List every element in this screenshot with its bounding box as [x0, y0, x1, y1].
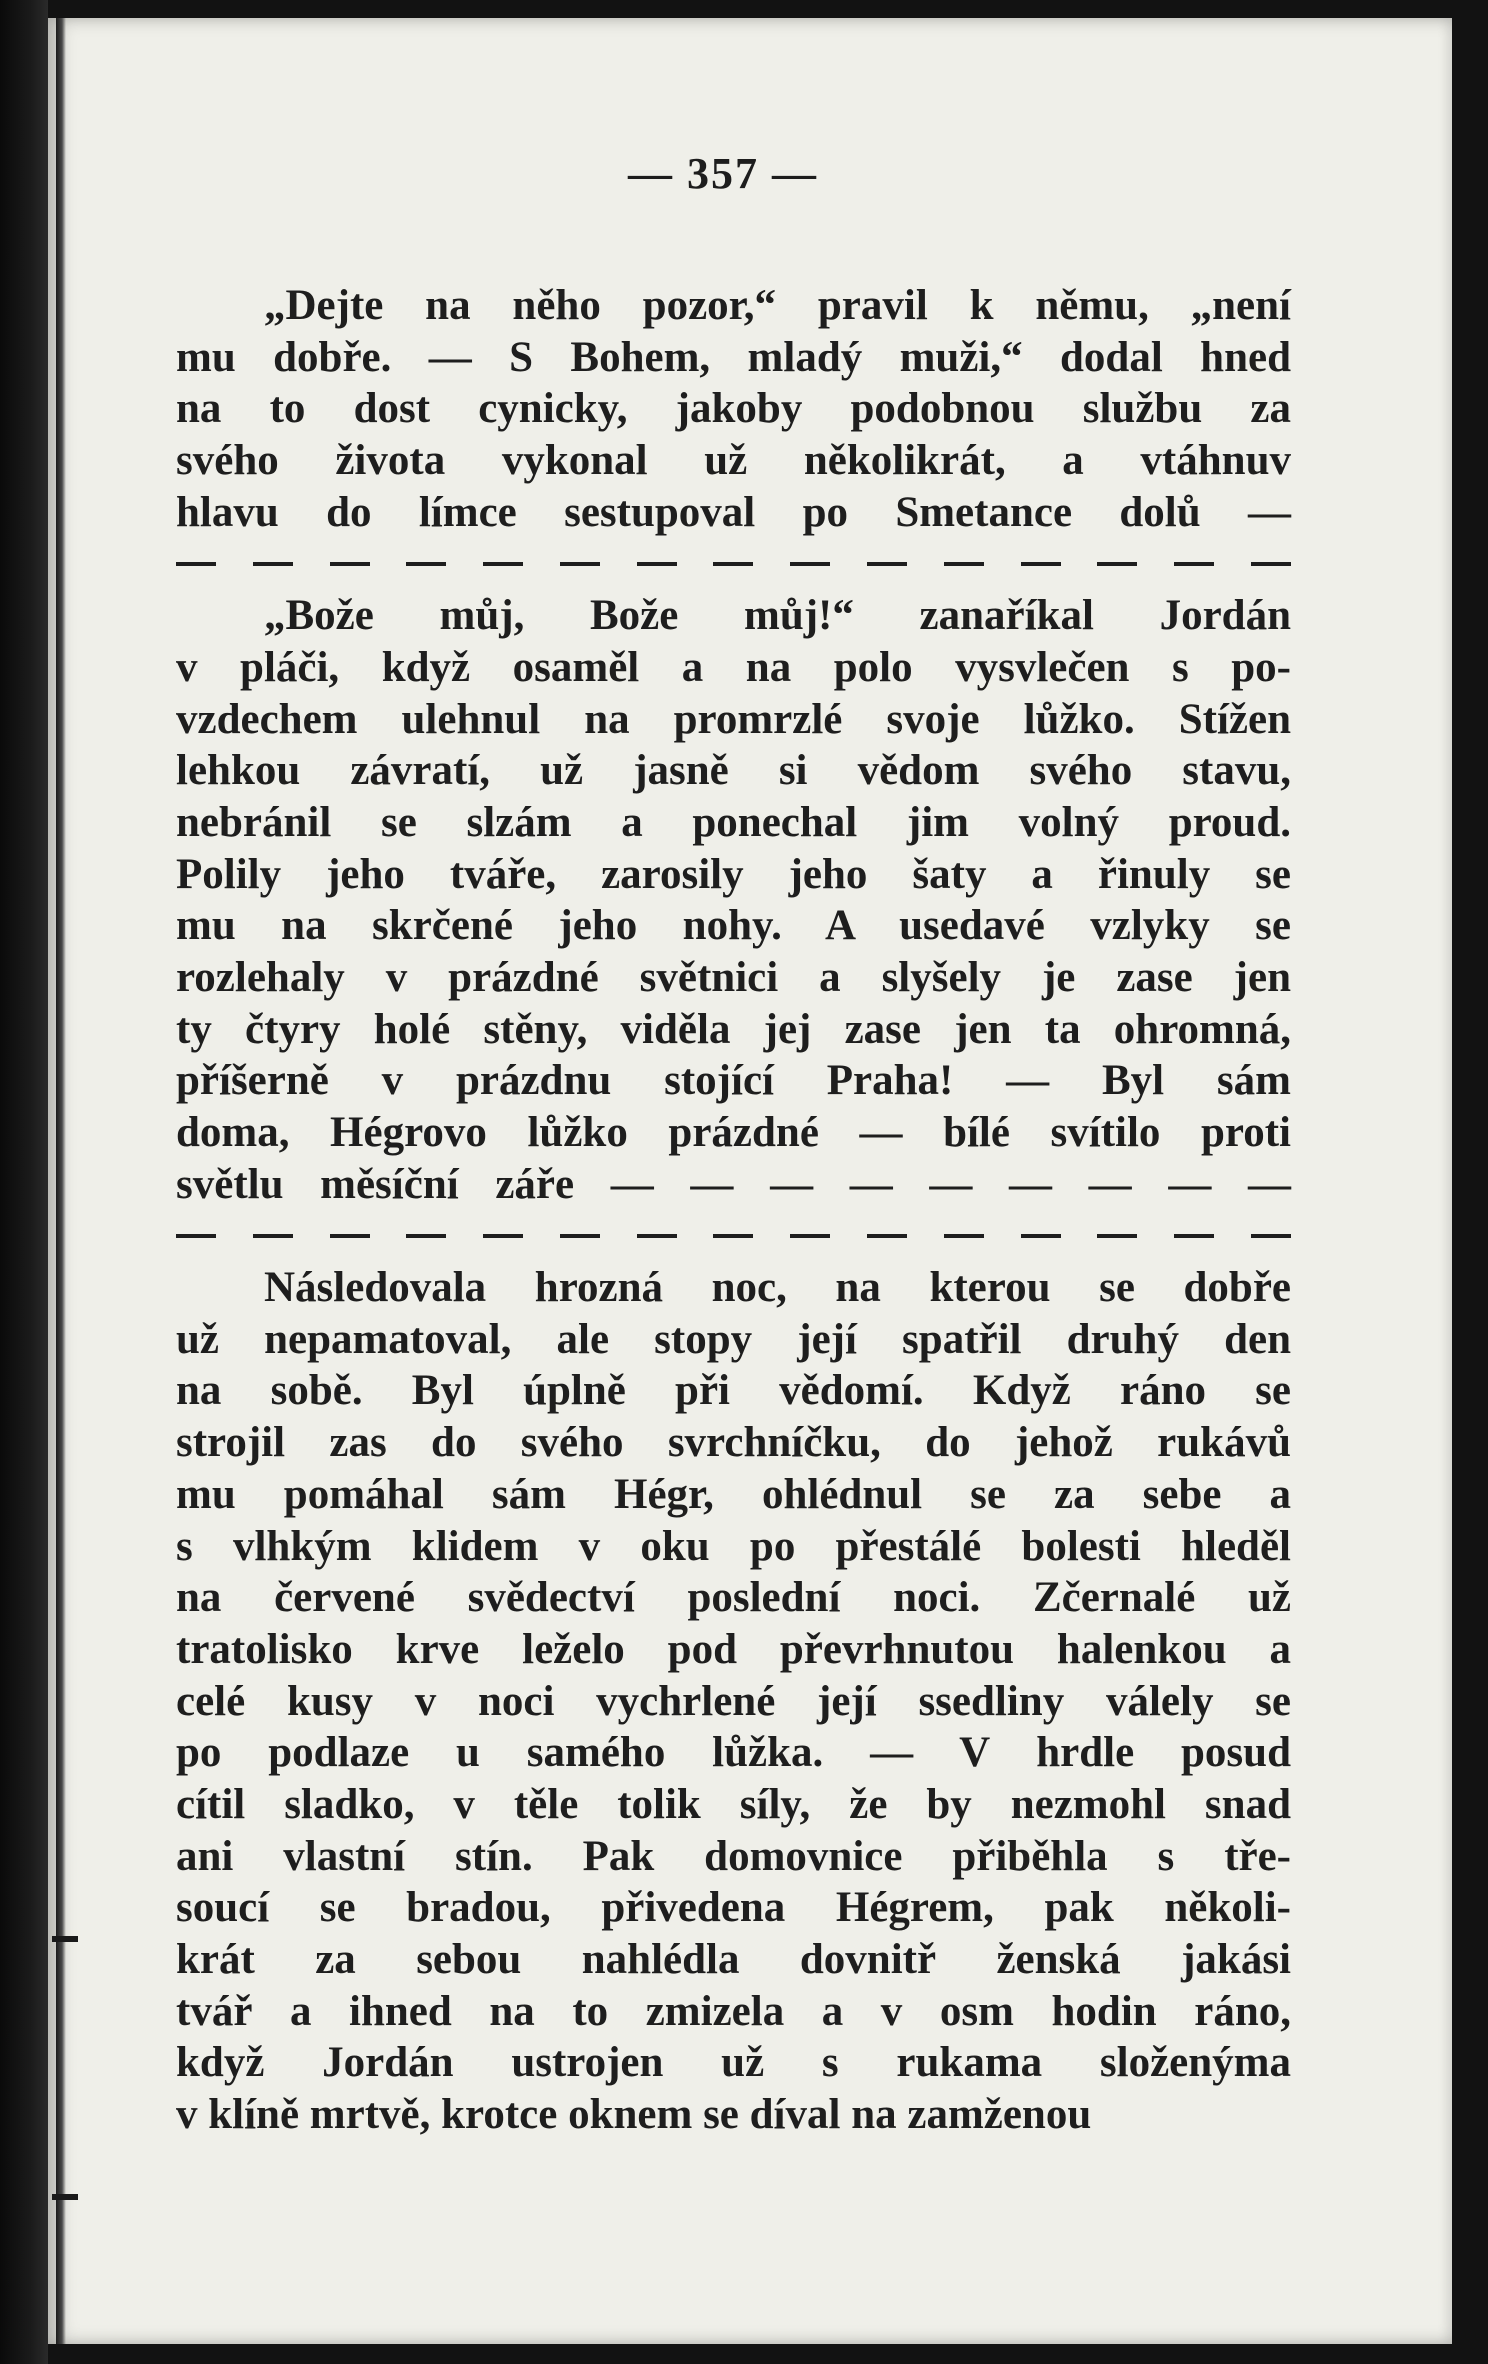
dash-mark	[406, 562, 446, 566]
dash-mark	[713, 1234, 753, 1238]
text-line: cítil sladko, v těle tolik síly, že by nezmohl snad	[176, 1780, 1291, 1828]
book-spine	[0, 0, 48, 2364]
text-line: tvář a ihned na to zmizela a v osm hodin ráno,	[176, 1987, 1291, 2035]
dash-mark	[867, 1234, 907, 1238]
dash-mark	[176, 1234, 216, 1238]
text-line: nebránil se slzám a ponechal jim volný proud.	[176, 798, 1291, 846]
dash-mark	[1251, 1234, 1291, 1238]
dash-mark	[1251, 562, 1291, 566]
dash-mark	[1097, 562, 1137, 566]
text-line: mu pomáhal sám Hégr, ohlédnul se za sebe a	[176, 1470, 1291, 1518]
text-line: příšerně v prázdnu stojící Praha! — Byl sám	[176, 1057, 1291, 1105]
text-line: v klíně mrtvě, krotce oknem se díval na zamženou	[176, 2091, 1092, 2139]
dash-mark	[560, 562, 600, 566]
text-line: „Dejte na něho pozor,“ pravil k němu, „není	[264, 282, 1291, 329]
text-line: vzdechem ulehnul na promrzlé svoje lůžko. Stížen	[176, 695, 1291, 743]
dash-mark	[1021, 1234, 1061, 1238]
dash-mark	[483, 562, 523, 566]
text-line: s vlhkým klidem v oku po přestálé bolesti hleděl	[176, 1522, 1291, 1570]
dash-mark	[713, 562, 753, 566]
dash-mark	[637, 1234, 677, 1238]
text-line: světlu měsíční záře — — — — — — — — —	[176, 1160, 1291, 1208]
book-page	[48, 18, 1452, 2344]
text-line: mu dobře. — S Bohem, mladý muži,“ dodal hned	[176, 333, 1291, 381]
dash-separator	[176, 1210, 1291, 1262]
dash-mark	[176, 562, 216, 566]
dash-mark	[406, 1234, 446, 1238]
dash-mark	[790, 562, 830, 566]
dash-mark	[330, 1234, 370, 1238]
dash-separator	[176, 538, 1291, 590]
dash-mark	[944, 1234, 984, 1238]
text-line: doma, Hégrovo lůžko prázdné — bílé svítilo proti	[176, 1109, 1291, 1156]
text-line: lehkou závratí, už jasně si vědom svého stavu,	[176, 747, 1291, 795]
text-line: v pláči, když osaměl a na polo vysvlečen s po-	[176, 643, 1291, 691]
dash-mark	[637, 562, 677, 566]
dash-mark	[483, 1234, 523, 1238]
body-text	[176, 280, 1291, 2141]
text-line: tratolisko krve leželo pod převrhnutou halenkou a	[176, 1625, 1291, 1673]
text-line: když Jordán ustrojen už s rukama složenýma	[176, 2039, 1291, 2087]
binding-mark	[52, 2194, 78, 2200]
dash-mark	[944, 562, 984, 566]
text-line: celé kusy v noci vychrlené její ssedliny válely se	[176, 1677, 1291, 1725]
text-line: na červené svědectví poslední noci. Zčernalé už	[176, 1574, 1291, 1622]
text-line: Polily jeho tváře, zarosily jeho šaty a řinuly se	[176, 850, 1291, 898]
text-line: už nepamatoval, ale stopy její spatřil druhý den	[176, 1315, 1291, 1363]
text-line: na to dost cynicky, jakoby podobnou službu za	[176, 385, 1291, 433]
dash-mark	[867, 562, 907, 566]
text-line: krát za sebou nahlédla dovnitř ženská jakási	[176, 1936, 1291, 1983]
dash-mark	[330, 562, 370, 566]
text-line: „Bože můj, Bože můj!“ zanaříkal Jordán	[264, 592, 1291, 640]
page-number: — 357 —	[628, 149, 818, 198]
dash-mark	[253, 1234, 293, 1238]
text-line: strojil zas do svého svrchníčku, do jehož rukávů	[176, 1419, 1291, 1467]
binding-mark	[52, 1936, 78, 1942]
dash-mark	[790, 1234, 830, 1238]
dash-mark	[1021, 562, 1061, 566]
text-line: ani vlastní stín. Pak domovnice přiběhla s tře-	[176, 1832, 1291, 1880]
text-line: mu na skrčené jeho nohy. A usedavé vzlyky se	[176, 902, 1291, 950]
text-line: soucí se bradou, přivedena Hégrem, pak několi-	[176, 1884, 1291, 1932]
dash-mark	[253, 562, 293, 566]
text-line: svého života vykonal už několikrát, a vtáhnuv	[176, 437, 1291, 485]
dash-mark	[560, 1234, 600, 1238]
text-line: rozlehaly v prázdné světnici a slyšely je zase jen	[176, 953, 1291, 1001]
binding-edge	[56, 18, 66, 2344]
dash-mark	[1174, 1234, 1214, 1238]
text-line: Následovala hrozná noc, na kterou se dobře	[264, 1264, 1291, 1312]
text-line: hlavu do límce sestupoval po Smetance dolů —	[176, 488, 1291, 536]
text-line: po podlaze u samého lůžka. — V hrdle posud	[176, 1729, 1291, 1777]
dash-mark	[1097, 1234, 1137, 1238]
dash-mark	[1174, 562, 1214, 566]
text-line: na sobě. Byl úplně při vědomí. Když ráno se	[176, 1367, 1291, 1415]
text-line: ty čtyry holé stěny, viděla jej zase jen ta ohromná,	[176, 1005, 1291, 1053]
